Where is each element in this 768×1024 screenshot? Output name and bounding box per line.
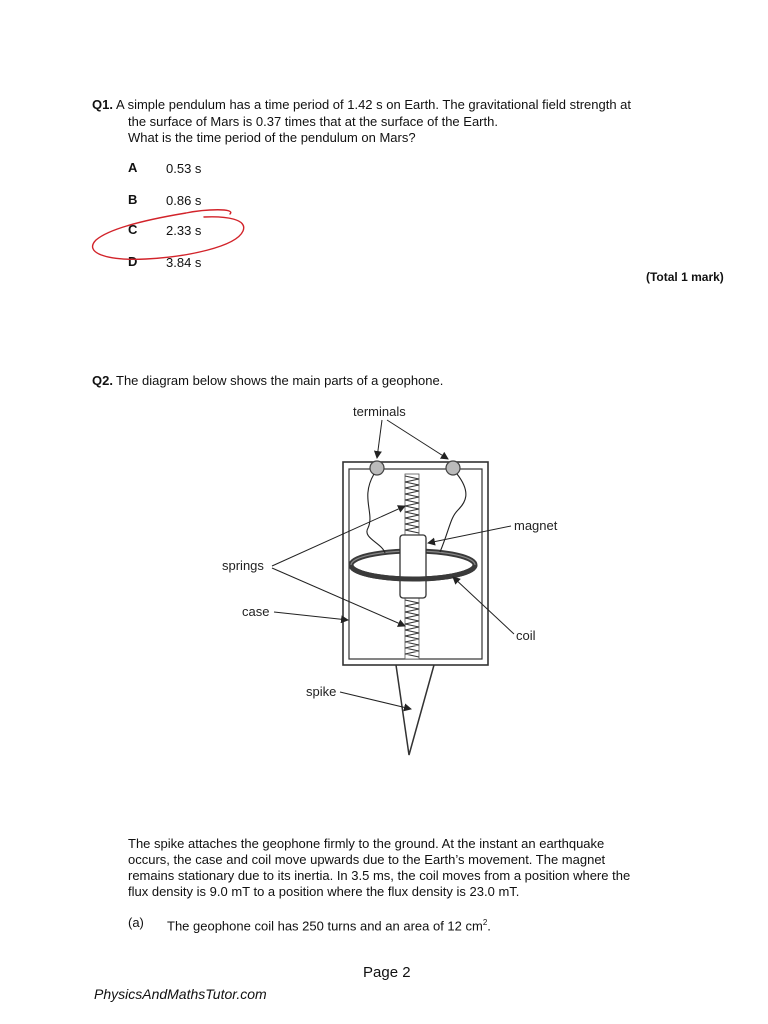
option-letter: A bbox=[128, 160, 138, 175]
terminal-left bbox=[370, 461, 384, 475]
lower-spring bbox=[405, 598, 419, 659]
label-springs: springs bbox=[222, 558, 264, 573]
question-2-intro: The diagram below shows the main parts of a geophone. bbox=[116, 373, 444, 388]
terminal-right bbox=[446, 461, 460, 475]
wire-left bbox=[367, 474, 385, 553]
paragraph-line-2: occurs, the case and coil move upwards due to the Earth’s movement. The magnet bbox=[128, 852, 606, 867]
paragraph-line-3: remains stationary due to its inertia. In 3.5 ms, the coil moves from a position where the bbox=[128, 868, 631, 883]
answer-circle-mark bbox=[86, 205, 251, 265]
label-terminals: terminals bbox=[353, 404, 406, 419]
option-text: 3.84 s bbox=[166, 255, 202, 270]
upper-spring bbox=[405, 474, 419, 536]
label-case: case bbox=[242, 604, 270, 619]
question-2-number: Q2. bbox=[92, 373, 113, 388]
label-spike: spike bbox=[306, 684, 337, 699]
paragraph-line-1: The spike attaches the geophone firmly to the ground. At the instant an earthquake bbox=[128, 836, 605, 851]
question-1-line-2: the surface of Mars is 0.37 times that at the surface of the Earth. bbox=[128, 114, 498, 129]
site-footer: PhysicsAndMathsTutor.com bbox=[94, 986, 267, 1002]
spike-shape bbox=[396, 665, 434, 755]
part-a-label: (a) bbox=[128, 915, 144, 930]
option-text: 0.53 s bbox=[166, 161, 202, 176]
option-letter: C bbox=[128, 222, 138, 237]
part-a-superscript: 2 bbox=[482, 918, 488, 927]
geophone-diagram bbox=[210, 398, 570, 768]
part-a-end: . bbox=[487, 918, 491, 934]
question-1-line-3: What is the time period of the pendulum on Mars? bbox=[128, 130, 416, 145]
part-a-main-text: The geophone coil has 250 turns and an area of 12 cm bbox=[167, 918, 483, 934]
page-number: Page 2 bbox=[363, 964, 411, 981]
option-letter: B bbox=[128, 192, 138, 207]
option-text: 2.33 s bbox=[166, 223, 202, 238]
magnet-block bbox=[400, 535, 426, 598]
option-text: 0.86 s bbox=[166, 193, 202, 208]
part-a-text bbox=[167, 915, 491, 934]
label-magnet: magnet bbox=[514, 518, 558, 533]
question-1-number: Q1. bbox=[92, 97, 113, 112]
label-coil: coil bbox=[516, 628, 536, 643]
total-marks: (Total 1 mark) bbox=[646, 270, 724, 284]
wire-right bbox=[440, 474, 466, 552]
question-1-line-1: A simple pendulum has a time period of 1.42 s on Earth. The gravitational field strength at bbox=[116, 97, 632, 112]
option-letter: D bbox=[128, 254, 138, 269]
paragraph-line-4: flux density is 9.0 mT to a position where the flux density is 23.0 mT. bbox=[128, 884, 520, 899]
